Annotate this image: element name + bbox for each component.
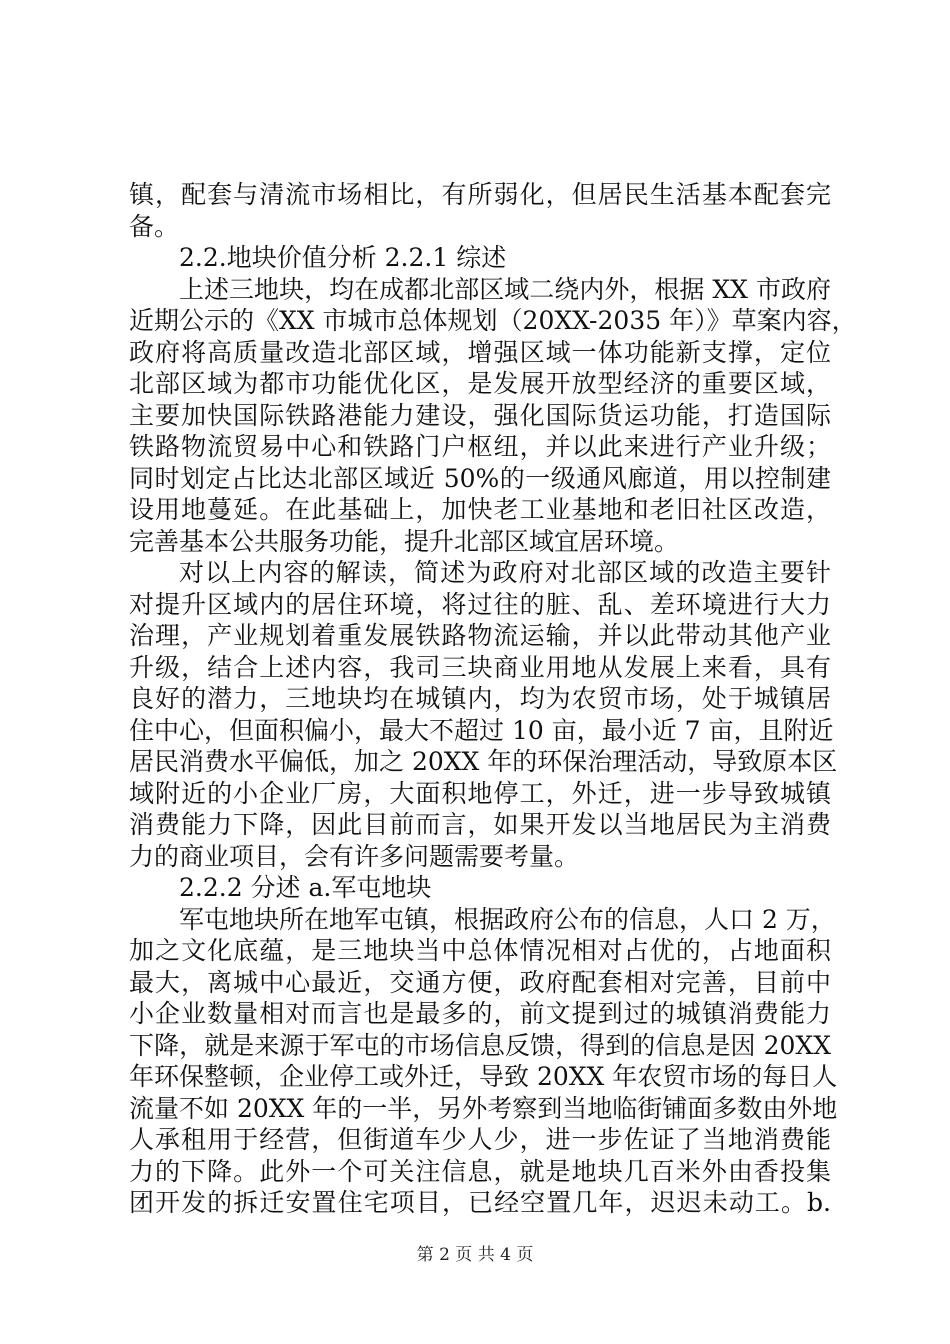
text-line: 近期公示的《XX 市城市总体规划（20XX-2035 年）》草案内容，: [129, 306, 857, 335]
text-line: 治理，产业规划着重发展铁路物流运输，并以此带动其他产业: [129, 621, 831, 650]
text-line: 域附近的小企业厂房，大面积地停工，外迁，进一步导致城镇: [129, 778, 831, 808]
text-line: 人承租用于经营，但街道车少人少，进一步佐证了当地消费能: [129, 1125, 831, 1154]
text-line: 镇，配套与清流市场相比，有所弱化，但居民生活基本配套完: [129, 180, 831, 209]
text-line: 完善基本公共服务功能，提升北部区域宜居环境。: [129, 526, 680, 556]
text-line: 对提升区域内的居住环境，将过往的脏、乱、差环境进行大力: [129, 589, 831, 619]
text-line: 居民消费水平偏低，加之 20XX 年的环保治理活动，导致原本区: [129, 747, 838, 776]
text-line: 最大，离城中心最近，交通方便，政府配套相对完善，目前中: [129, 967, 831, 997]
section-heading: 2.2.2 分述 a.军屯地块: [179, 873, 432, 902]
section-heading: 2.2.地块价值分析 2.2.1 综述: [179, 243, 507, 272]
text-line: 政府将高质量改造北部区域，增强区域一体功能新支撑，定位: [129, 337, 831, 367]
text-line: 升级，结合上述内容，我司三块商业用地从发展上来看，具有: [129, 652, 831, 682]
text-line: 主要加快国际铁路港能力建设，强化国际货运功能，打造国际: [129, 400, 831, 430]
text-line: 下降，就是来源于军屯的市场信息反馈，得到的信息是因 20XX: [129, 1030, 831, 1060]
text-line: 力的商业项目，会有许多问题需要考量。: [129, 841, 580, 871]
text-line: 力的下降。此外一个可关注信息，就是地块几百米外由香投集: [129, 1156, 831, 1186]
text-line: 住中心，但面积偏小，最大不超过 10 亩，最小近 7 亩，且附近: [129, 715, 834, 745]
text-line: 消费能力下降，因此目前而言，如果开发以当地居民为主消费: [129, 810, 831, 839]
page-number-footer: 第 2 页 共 4 页: [416, 1245, 534, 1265]
text-line: 设用地蔓延。在此基础上，加快老工业基地和老旧社区改造，: [129, 495, 831, 524]
text-line: 加之文化底蕴，是三地块当中总体情况相对占优的，占地面积: [129, 936, 831, 965]
text-line: 上述三地块，均在成都北部区域二绕内外，根据 XX 市政府: [179, 274, 831, 304]
text-line: 同时划定占比达北部区域近 50%的一级通风廊道，用以控制建: [129, 463, 831, 493]
text-line: 北部区域为都市功能优化区，是发展开放型经济的重要区域，: [129, 369, 831, 398]
text-line: 备。: [129, 211, 180, 241]
text-line: 军屯地块所在地军屯镇，根据政府公布的信息，人口 2 万，: [179, 904, 836, 934]
text-line: 铁路物流贸易中心和铁路门户枢纽，并以此来进行产业升级；: [129, 432, 831, 461]
document-body: [129, 179, 857, 1219]
text-line: 良好的潜力，三地块均在城镇内，均为农贸市场，处于城镇居: [129, 684, 831, 713]
text-line: 小企业数量相对而言也是最多的，前文提到过的城镇消费能力: [129, 999, 831, 1028]
text-line: 对以上内容的解读，简述为政府对北部区域的改造主要针: [179, 558, 831, 587]
text-line: 年环保整顿，企业停工或外迁，导致 20XX 年农贸市场的每日人: [129, 1062, 838, 1091]
text-line: 团开发的拆迁安置住宅项目，已经空置几年，迟迟未动工。b.: [129, 1188, 831, 1217]
text-line: 流量不如 20XX 年的一半，另外考察到当地临街铺面多数由外地: [129, 1093, 838, 1123]
